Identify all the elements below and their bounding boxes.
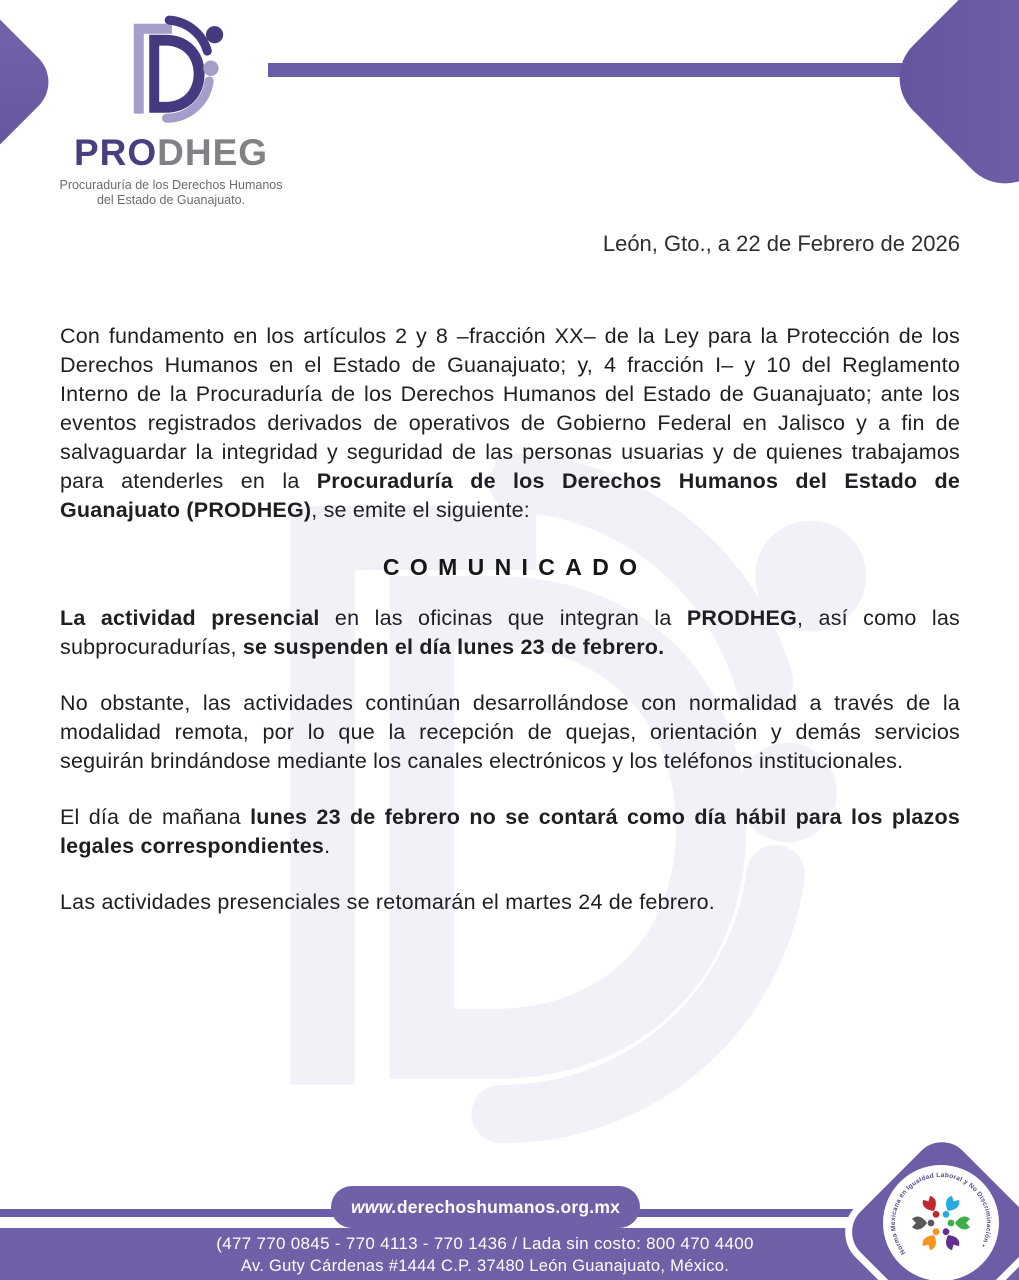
wordmark-pro: PRO xyxy=(73,132,158,173)
website-url: derechoshumanos.org.mx xyxy=(396,1196,621,1217)
website-pill xyxy=(331,1186,640,1228)
logo-subtitle xyxy=(40,178,302,208)
text-run: se suspenden el día lunes 23 de febrero. xyxy=(242,635,665,659)
body-paragraph xyxy=(60,803,960,861)
logo-subtitle-line2: del Estado de Guanajuato. xyxy=(96,193,246,207)
date-line: León, Gto., a 22 de Febrero de 2026 xyxy=(602,231,960,256)
seal-curved-text: Norma Mexicana en Igualdad Laboral y No Discriminación • xyxy=(889,1171,993,1256)
body-paragraph xyxy=(60,888,960,917)
text-run: La actividad presencial xyxy=(60,606,320,630)
corner-blob-top-right xyxy=(881,0,1019,202)
comunicado-heading: COMUNICADO xyxy=(382,554,648,580)
corner-blob-top-left xyxy=(0,0,63,173)
text-run: lunes 23 de febrero no se contará como día hábil para los plazos legales correspondientes xyxy=(60,805,960,858)
wordmark-dheg: DHEG xyxy=(157,132,269,173)
text-run: No obstante, las actividades continúan desarrollándose con normalidad a través de la modalidad remota, por lo que la recepción de quejas, orientación y demás servicios seguirán brindándose mediante los canales electrónicos y los teléfonos institucionales. xyxy=(60,691,960,773)
text-run: Con fundamento en los artículos 2 y 8 –fracción XX– de la Ley para la Protección de los Derechos Humanos en el Estado de Guanajuato; y, 4 fracción I– y 10 del Reglamento Interno de la Procuraduría de los Derechos Humanos del Estado de Guanajuato; ante los eventos registrados derivados de operativos de Gobierno Federal en Jalisco y a fin de salvaguardar la integridad y seguridad de las personas usuarias y de quienes trabajamos para atenderles en la xyxy=(60,324,960,493)
text-run: PRODHEG xyxy=(686,606,797,630)
website-prefix: www. xyxy=(350,1196,397,1217)
seal-disc-background xyxy=(883,1165,999,1280)
footer-address-line: Av. Guty Cárdenas #1444 C.P. 37480 León Guanajuato, México. xyxy=(240,1257,730,1275)
body-paragraph xyxy=(60,604,960,662)
footer-phone-line: (477 770 0845 - 770 4113 - 770 1436 / Lada sin costo: 800 470 4400 xyxy=(216,1234,754,1253)
letter-body xyxy=(60,322,960,944)
text-run: . xyxy=(324,834,331,858)
certification-seal xyxy=(881,1163,1001,1280)
header-rule xyxy=(268,63,940,77)
logo-subtitle-line1: Procuraduría de los Derechos Humanos xyxy=(59,178,283,192)
text-run: , así como las subprocuradurías, xyxy=(60,606,960,659)
text-run: Las actividades presenciales se retomarán el martes 24 de febrero. xyxy=(60,890,715,914)
text-run: en las oficinas que integran la xyxy=(319,606,687,630)
body-paragraph xyxy=(60,322,960,525)
text-run: El día de mañana xyxy=(60,805,251,829)
text-run: , se emite el siguiente: xyxy=(311,498,530,522)
prodheg-logo-icon xyxy=(112,12,230,130)
body-paragraph xyxy=(60,689,960,776)
text-run: Procuraduría de los Derechos Humanos del Estado de Guanajuato (PRODHEG) xyxy=(60,469,960,522)
logo-wordmark xyxy=(66,132,276,174)
